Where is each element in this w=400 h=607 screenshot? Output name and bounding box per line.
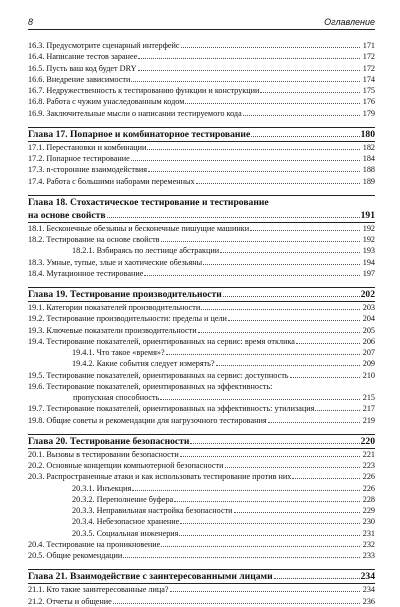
toc-entry[interactable] [28,51,375,62]
dot-leader [170,584,361,592]
chapter-block [28,195,375,279]
dot-leader [198,325,360,333]
chapter-title-line: на основе свойств [28,209,106,221]
chapter-page-number: 180 [360,128,375,140]
toc-page-number: 184 [362,154,375,163]
toc-entry-label: 19.7. Тестирование показателей, ориентированных на эффективность: утилизация [28,404,315,414]
chapter-page-number: 191 [360,209,375,221]
toc-entry[interactable] [28,471,375,482]
toc-entry[interactable] [28,596,375,607]
dot-leader [268,415,360,423]
chapter-heading [28,196,375,223]
toc-entry-label: 20.2. Основные концепции компьютерной безопасности [28,461,224,470]
toc-entry-label: 19.8. Общие советы и рекомендации для нагрузочного тестирования [28,415,267,425]
toc-page-number: 228 [362,494,375,504]
toc-entry-label: 19.2. Тестирование производительности: пределы и цели [28,314,227,324]
toc-entry[interactable] [28,153,375,164]
toc-page-number: 193 [362,246,375,256]
dot-leader [107,209,360,218]
toc-entry[interactable] [28,460,375,471]
dot-leader [251,128,359,137]
toc-page-number: 229 [362,506,375,515]
dot-leader [180,449,360,457]
toc-entry[interactable] [28,40,375,51]
toc-entry-label: 17.1. Перестановки и комбинации [28,142,147,152]
toc-page-number: 205 [362,325,375,335]
toc-page-number: 234 [362,585,375,595]
dot-leader [166,347,360,355]
toc-page-number: 182 [362,142,375,152]
table-of-contents [28,40,375,607]
dot-leader [138,63,361,71]
chapter-title-row[interactable] [28,209,375,222]
toc-page-number: 172 [362,52,375,62]
toc-page-number: 223 [362,461,375,470]
page-number: 8 [28,17,34,27]
toc-page-number: 175 [362,86,375,95]
toc-entry-label: 20.3.4. Небезопасное хранение [72,517,180,527]
toc-page-number: 174 [362,74,375,84]
dot-leader [290,370,360,378]
toc-entry[interactable] [28,313,375,324]
dot-leader [225,460,360,468]
chapter-title-row[interactable] [28,570,375,583]
toc-entry[interactable] [28,415,375,426]
dot-leader [220,245,360,253]
dot-leader [185,96,360,104]
dot-leader [144,268,360,276]
toc-entry-label: 17.4. Работа с большими наборами переменных [28,176,195,186]
section-title: Оглавление [324,17,375,27]
toc-entry[interactable] [28,358,375,369]
toc-entry[interactable] [28,505,375,516]
toc-entry[interactable] [28,325,375,336]
chapter-title-line: Глава 19. Тестирование производительности [28,289,222,300]
toc-entry[interactable] [28,528,375,539]
toc-entry-label: 20.4. Тестирование на проникновение [28,539,161,549]
toc-entry[interactable] [28,403,375,414]
toc-page-number: 207 [362,348,375,357]
toc-entry-label: 18.4. Мутационное тестирование [28,268,144,278]
toc-entry-label: 19.4.2. Какие события следует измерять? [72,359,215,369]
dot-leader [196,176,360,184]
toc-page-number: 192 [362,223,375,233]
toc-entry-label: 19.4.1. Что такое «время»? [72,348,165,357]
chapter-title-row[interactable] [28,128,375,141]
toc-page-number: 204 [362,314,375,324]
toc-entry-label: 18.1. Бесконечные обезьяны и бесконечные пишущие машинки [28,223,250,233]
toc-entry[interactable] [28,63,375,74]
toc-entry-label: 16.4. Написание тестов заранее [28,52,138,62]
chapter-page-number: 220 [360,435,375,447]
chapter-heading [28,128,375,142]
toc-entry[interactable] [28,245,375,256]
toc-page-number: 197 [362,268,375,278]
toc-page-number: 215 [362,393,375,402]
toc-entry-label: 16.9. Заключительные мысли о написании тестируемого кода [28,108,242,118]
toc-entry[interactable] [28,347,375,358]
toc-entry-label: 20.5. Общие рекомендации [28,551,123,560]
toc-entry[interactable] [28,223,375,234]
chapter-block [28,569,375,607]
chapter-heading [28,570,375,584]
toc-entry[interactable] [28,550,375,561]
toc-entry-label: 19.3. Ключевые показатели производительности [28,325,197,335]
toc-entry[interactable] [28,449,375,460]
toc-entry-label: 19.6. Тестирование показателей, ориентированных на эффективность: [28,381,273,391]
toc-page-number: 209 [362,359,375,369]
toc-entry-label: 17.3. n-сторонние взаимодействия [28,165,148,175]
dot-leader [274,570,360,579]
dot-leader [296,336,360,344]
dot-leader [161,539,360,547]
chapter-title-line: Глава 21. Взаимодействие с заинтересованными лицами [28,571,273,583]
toc-entry[interactable] [28,234,375,245]
toc-page-number: 189 [362,176,375,186]
running-head [28,17,375,30]
toc-entry[interactable] [28,370,375,381]
toc-page-number: 233 [362,551,375,560]
toc-entry-label: 20.3. Распространенные атаки и как использовать тестирование против них [28,472,292,482]
toc-entry[interactable] [28,302,375,313]
toc-entry-label: 21.1. Кто такие заинтересованные лица? [28,585,169,595]
toc-entry[interactable] [28,539,375,550]
toc-entry[interactable] [28,142,375,153]
toc-entry[interactable] [28,392,375,403]
dot-leader [180,516,360,524]
toc-entry[interactable] [28,176,375,187]
dot-leader [315,403,360,411]
toc-entry-label: 18.2. Тестирование на основе свойств [28,235,160,244]
toc-entry[interactable] [28,164,375,175]
chapter-title-line: Глава 20. Тестирование безопасности [28,435,190,447]
chapter-title-row[interactable] [28,288,375,301]
toc-entry-label: 20.3.1. Инъекция [72,483,132,493]
toc-page-number: 219 [362,415,375,425]
toc-page-number: 221 [362,449,375,459]
chapter-block [28,434,375,562]
toc-entry[interactable] [28,108,375,119]
toc-entry-label: 20.3.5. Социальная инженерия [72,528,179,538]
dot-leader [250,223,360,231]
toc-entry[interactable] [28,257,375,268]
toc-page-number: 203 [362,303,375,312]
dot-leader [161,234,360,242]
dot-leader [174,494,360,502]
dot-leader [223,288,360,297]
toc-entry-label: 20.1. Вызовы в тестировании безопасности [28,449,179,459]
toc-entry-label: 18.3. Умные, тупые, злые и хаотические обезьяны [28,257,203,267]
toc-entry[interactable] [28,483,375,494]
chapter-block [28,127,375,187]
toc-entry-label: 16.7. Недружественность к тестированию функции и конструкции [28,86,260,95]
toc-page-number: 230 [362,517,375,527]
dot-leader [181,40,360,48]
toc-entry-label: 20.3.2. Переполнение буфера [72,494,174,504]
chapter-heading [28,288,375,302]
toc-entry-label: 18.2.1. Взбираясь по лестнице абстракции [72,246,220,256]
chapter-block [28,287,375,426]
toc-page-number: 194 [362,257,375,267]
toc-entry-label: 19.4. Тестирование показателей, ориентированных на сервис: время отклика [28,336,295,346]
chapter-heading [28,435,375,449]
dot-leader [260,85,360,93]
toc-page-number: 176 [362,97,375,107]
toc-page-number: 179 [362,108,375,118]
section-block [28,40,375,119]
toc-entry-continuation: пропускная способность [73,393,160,402]
dot-leader [131,153,360,161]
toc-page-number: 217 [362,404,375,414]
dot-leader [123,550,360,558]
dot-leader [148,164,360,172]
toc-entry-label: 20.3.3. Неправильная настройка безопасности [72,506,233,515]
toc-page-number: 171 [362,41,375,50]
dot-leader [160,392,360,400]
toc-page-number: 226 [362,483,375,493]
toc-page-number: 236 [362,596,375,606]
toc-page-number: 231 [362,528,375,538]
toc-entry[interactable] [28,336,375,347]
dot-leader [228,313,360,321]
dot-leader [243,108,360,116]
dot-leader [132,483,360,491]
toc-page-number: 172 [362,63,375,73]
toc-entry[interactable] [28,268,375,279]
dot-leader [216,358,360,366]
toc-page-number: 192 [362,235,375,244]
dot-leader [201,302,360,310]
chapter-title-line: Глава 18. Стохастическое тестирование и тестирование [28,196,269,208]
toc-entry-label: 19.5. Тестирование показателей, ориентированных на сервис: доступность [28,370,289,380]
toc-entry-label: 16.8. Работа с чужим унаследованным кодом [28,97,185,107]
toc-entry[interactable] [28,74,375,85]
chapter-title-row[interactable] [28,435,375,448]
toc-page-number: 210 [362,370,375,380]
dot-leader [234,505,360,513]
dot-leader [147,142,360,150]
toc-entry-label: 21.2. Отчеты и общение [28,596,112,606]
dot-leader [131,74,360,82]
dot-leader [113,596,360,604]
toc-page-number: 188 [362,165,375,175]
toc-entry-label: 16.6. Внедрение зависимости [28,74,131,84]
toc-entry-label: 19.1. Категории показателей производительности [28,303,201,312]
toc-entry-label: 16.3. Предусмотрите сценарный интерфейс [28,41,180,50]
toc-page-number: 226 [362,472,375,482]
dot-leader [138,51,360,59]
dot-leader [179,528,360,536]
toc-entry[interactable] [28,494,375,505]
chapter-page-number: 234 [360,571,375,583]
dot-leader [190,435,359,444]
toc-entry-label: 16.5. Пусть ваш код будет DRY [28,63,137,73]
toc-entry-label: 17.2. Попарное тестирование [28,154,130,163]
toc-entry[interactable] [28,516,375,527]
toc-page-number: 206 [362,336,375,346]
dot-leader [292,471,360,479]
chapter-page-number: 202 [360,289,375,300]
toc-entry[interactable] [28,96,375,107]
toc-entry[interactable] [28,584,375,595]
toc-page-number: 232 [362,539,375,549]
toc-entry[interactable] [28,85,375,96]
dot-leader [203,257,360,265]
chapter-title-line: Глава 17. Попарное и комбинаторное тестирование [28,128,251,140]
